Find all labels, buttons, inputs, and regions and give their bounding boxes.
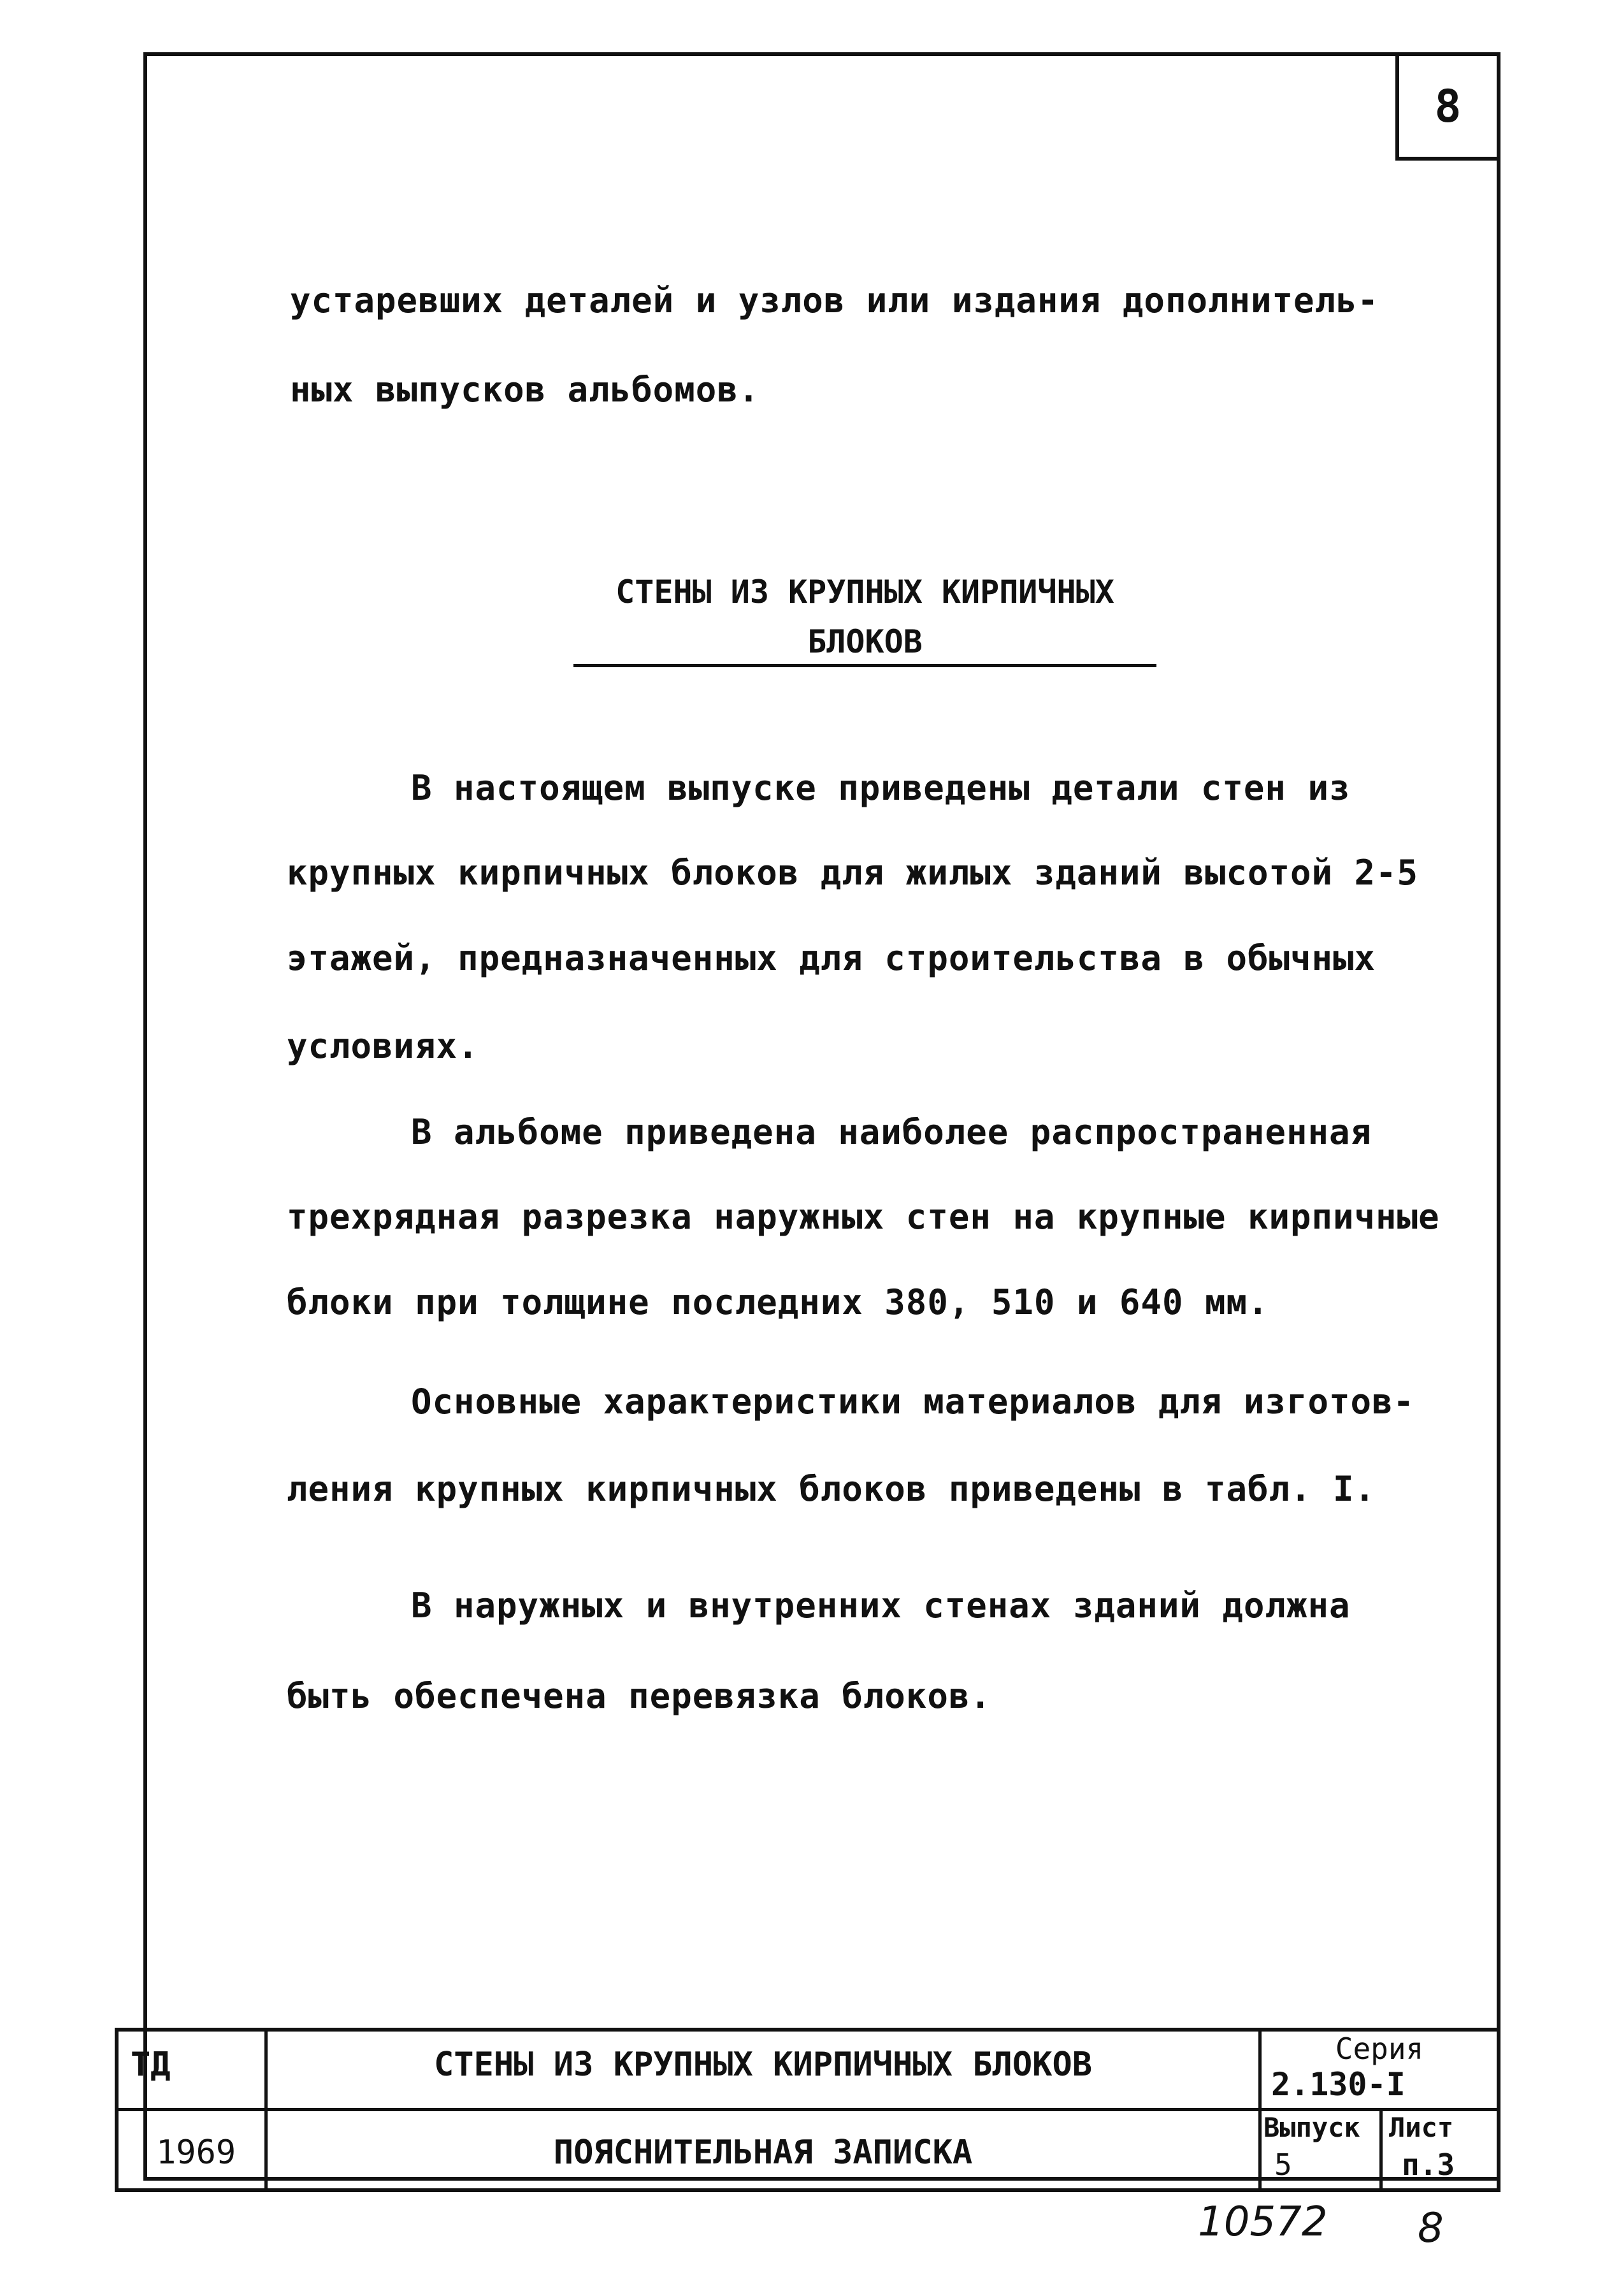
intro-line-2: ных выпусков альбомов.	[290, 370, 760, 410]
paragraph-line-8: Основные характеристики материалов для изготов-	[411, 1382, 1415, 1422]
page-number: 8	[1434, 80, 1462, 133]
paragraph-line-9: ления крупных кирпичных блоков приведены в табл. I.	[287, 1469, 1376, 1509]
section-title-line-1: СТЕНЫ ИЗ КРУПНЫХ КИРПИЧНЫХ	[615, 574, 1114, 610]
handwritten-page-number: 8	[1418, 2205, 1444, 2252]
paragraph-line-3: этажей, предназначенных для строительства в обычных	[287, 938, 1376, 978]
title-block-title: СТЕНЫ ИЗ КРУПНЫХ КИРПИЧНЫХ БЛОКОВ	[433, 2046, 1093, 2084]
paragraph-line-10: В наружных и внутренних стенах зданий должна	[411, 1585, 1351, 1626]
issue-value: 5	[1274, 2148, 1292, 2182]
series-label: Серия	[1335, 2032, 1424, 2066]
paragraph-line-6: трехрядная разрезка наружных стен на крупные кирпичные	[287, 1197, 1440, 1237]
title-block-col-3	[1379, 2108, 1383, 2192]
sheet-label: Лист	[1389, 2112, 1454, 2143]
handwritten-inventory-number: 10572	[1198, 2199, 1328, 2246]
intro-line-1: устаревших деталей и узлов или издания дополнитель-	[290, 280, 1379, 321]
paragraph-line-4: условиях.	[287, 1026, 479, 1066]
series-value: 2.130-I	[1271, 2066, 1406, 2103]
title-block-divider	[115, 2108, 1500, 2111]
paragraph-line-1: В настоящем выпуске приведены детали стен из	[411, 768, 1351, 808]
paragraph-line-11: быть обеспечена перевязка блоков.	[287, 1676, 991, 1716]
sheet-value: п.3	[1402, 2148, 1455, 2182]
title-block-subtitle: ПОЯСНИТЕЛЬНАЯ ЗАПИСКА	[553, 2134, 973, 2172]
year: 1969	[156, 2134, 236, 2172]
issue-label: Выпуск	[1263, 2112, 1360, 2143]
org-code: ТД	[131, 2046, 171, 2084]
section-title-line-2: БЛОКОВ	[807, 623, 923, 660]
section-title-underline	[573, 664, 1156, 667]
paragraph-line-2: крупных кирпичных блоков для жилых зданий высотой 2-5	[287, 853, 1419, 893]
paragraph-line-5: В альбоме приведена наиболее распространенная	[411, 1112, 1372, 1152]
paragraph-line-7: блоки при толщине последних 380, 510 и 640 мм.	[287, 1282, 1269, 1322]
page-number-box	[1395, 52, 1500, 161]
